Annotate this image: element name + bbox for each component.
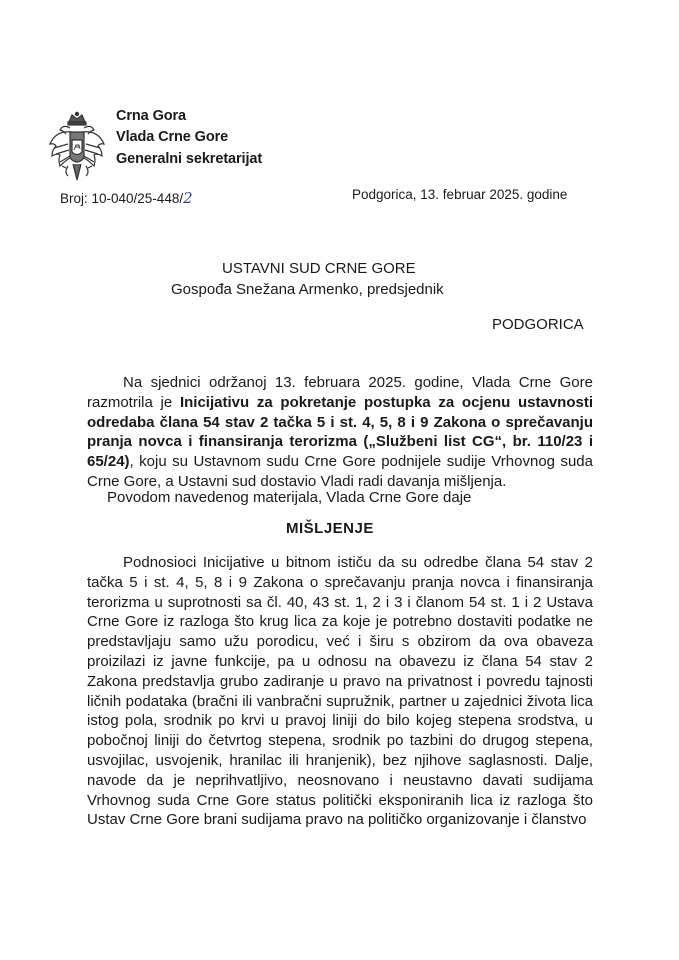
intro-paragraph bbox=[87, 373, 593, 492]
intro-text-2: , koju su Ustavnom sudu Crne Gore podnijele sudije Vrhovnog suda Crne Gore, a Ustavni sud dostavio Vladi radi davanja mišljenja. bbox=[87, 453, 593, 490]
header-secretariat: Generalni sekretarijat bbox=[116, 151, 263, 167]
header-country: Crna Gora bbox=[116, 108, 187, 124]
intro-paragraph-2: Povodom navedenog materijala, Vlada Crne Gore daje bbox=[107, 489, 472, 506]
section-title: MIŠLJENJE bbox=[286, 520, 374, 537]
addressee-city: PODGORICA bbox=[492, 316, 584, 333]
addressee-person: Gospođa Snežana Armenko, predsjednik bbox=[171, 281, 444, 298]
initiative-title: Inicijativu za pokretanje postupka za ocjenu ustavnosti odredaba člana 54 stav 2 tačka 5 i st. 4, 5, 8 i 9 Zakona o sprečavanju pranja novca i finansiranja terorizma („Službeni list CG“, br. 110/23 i 65/24) bbox=[87, 393, 593, 471]
reference-number-text: Broj: 10-040/25-448/ bbox=[60, 191, 184, 206]
handwritten-number: 2 bbox=[183, 189, 193, 207]
header-government: Vlada Crne Gore bbox=[116, 129, 229, 145]
body-paragraph: Podnosioci Inicijative u bitnom ističu da su odredbe člana 54 stav 2 tačka 5 i st. 4, 5, 8 i 9 Zakona o sprečavanju pranja novca i finansiranja terorizma u suprotnosti sa čl. 40, 43 st. 1, 2 i 3 i članom 54 st. 1 i 2 Ustava Crne Gore iz razloga što krug lica za koje je potrebno dostaviti podatke ne predstavljaju samo užu porodicu, već i širu s obzirom da ova obaveza proizilazi iz javne funkcije, pa u odnosu na obavezu iz člana 54 stav 2 Zakona predstavlja grubo zadiranje u pravo na privatnost i povredu tajnosti ličnih podataka (bračni ili vanbračni supružnik, partner u zajednici života lica istog pola, srodnik po krvi u pravoj liniji do bilo kojeg stepena srodstva, u pobočnoj liniji do četvrtog stepena, srodnik po tazbini do drugog stepena, usvojilac, usvojenik, hranilac ili hranjenik), bez njihove saglasnosti. Dalje, navode da je neprihvatljivo, neosnovano i neustavno davati sudijama Vrhovnog suda Crne Gore status politički eksponiranih lica iz razloga što Ustav Crne Gore brani sudijama pravo na političko organizovanje i članstvo bbox=[87, 554, 593, 829]
addressee-court: USTAVNI SUD CRNE GORE bbox=[222, 260, 416, 277]
reference-number bbox=[60, 189, 193, 207]
intro-text-1: Na sjednici održanoj 13. februara 2025. godine, Vlada Crne Gore razmotrila je bbox=[87, 374, 593, 411]
document-date: Podgorica, 13. februar 2025. godine bbox=[352, 187, 568, 202]
coat-of-arms-icon bbox=[46, 110, 108, 188]
